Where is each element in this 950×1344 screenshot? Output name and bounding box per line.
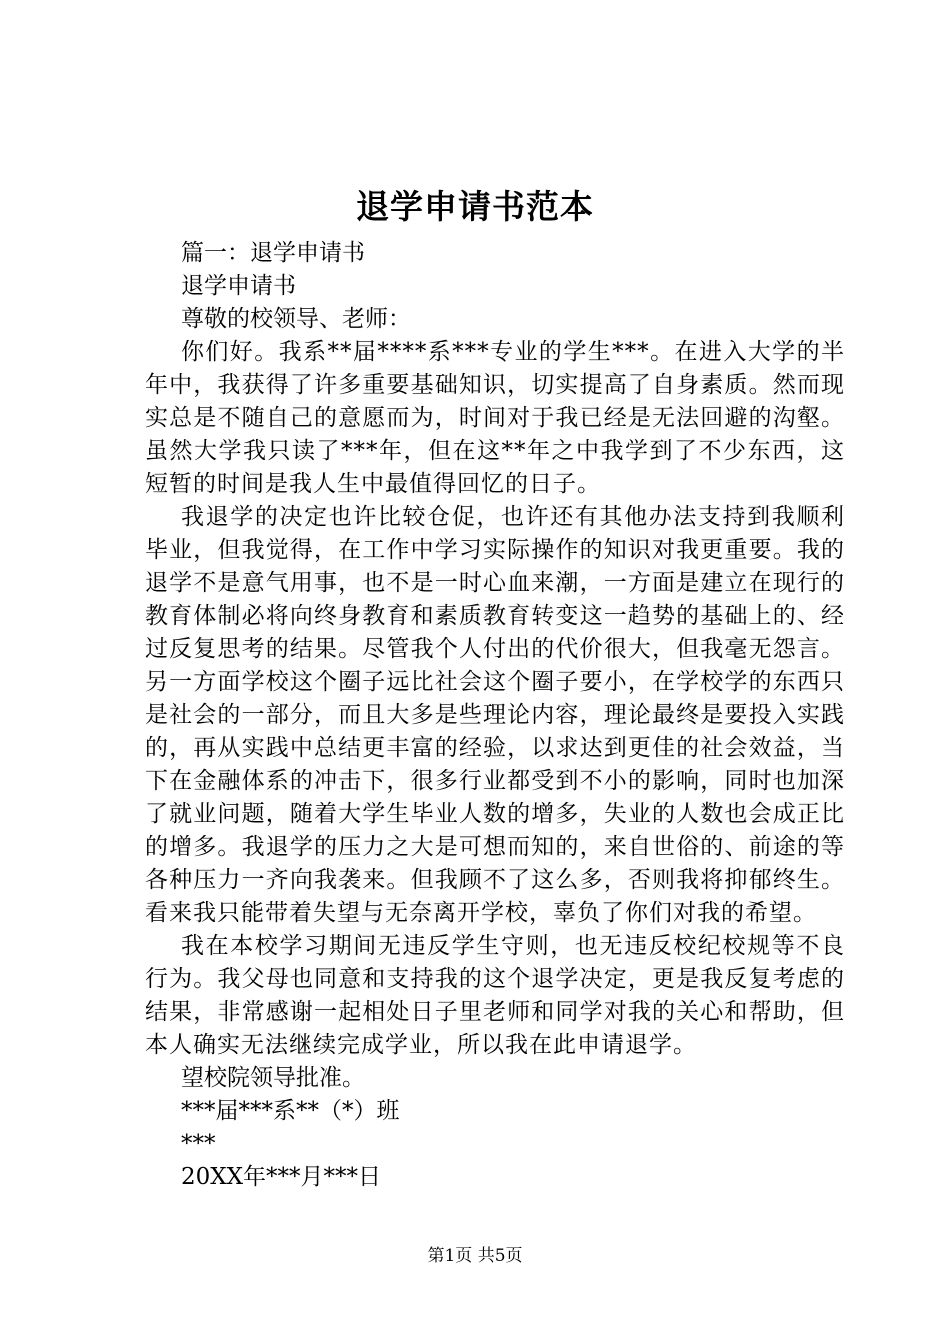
page-footer: 第1页 共5页: [427, 1246, 523, 1266]
letter-subtitle: 退学申请书: [181, 273, 296, 299]
body-paragraph-1: 你们好。我系**届****系***专业的学生***。在进入大学的半年中，我获得了许多重要基础知识，切实提高了自身素质。然而现实总是不随自己的意愿而为，时间对于我已经是无法回避的沟壑。虽然大学我只读了***年，但在这**年之中我学到了不少东西，这短暂的时间是我人生中最值得回忆的日子。: [145, 339, 845, 497]
signature: ***: [181, 1131, 216, 1157]
closing-line: 望校院领导批准。: [181, 1065, 365, 1091]
section-heading: 篇一：退学申请书: [181, 240, 365, 266]
body-paragraph-3: 我在本校学习期间无违反学生守则，也无违反校纪校规等不良行为。我父母也同意和支持我的这个退学决定，更是我反复考虑的结果，非常感谢一起相处日子里老师和同学对我的关心和帮助，但本人确实无法继续完成学业，所以我在此申请退学。: [145, 933, 845, 1058]
body-paragraph-2: 我退学的决定也许比较仓促，也许还有其他办法支持到我顺利毕业，但我觉得，在工作中学习实际操作的知识对我更重要。我的退学不是意气用事，也不是一时心血来潮，一方面是建立在现行的教育体制必将向终身教育和素质教育转变这一趋势的基础上的、经过反复思考的结果。尽管我个人付出的代价很大，但我毫无怨言。另一方面学校这个圈子远比社会这个圈子要小，在学校学的东西只是社会的一部分，而且大多是些理论内容，理论最终是要投入实践的，再从实践中总结更丰富的经验，以求达到更佳的社会效益，当下在金融体系的冲击下，很多行业都受到不小的影响，同时也加深了就业问题，随着大学生毕业人数的增多，失业的人数也会成正比的增多。我退学的压力之大是可想而知的，来自世俗的、前途的等各种压力一齐向我袭来。但我顾不了这么多，否则我将抑郁终生。看来我只能带着失望与无奈离开学校，辜负了你们对我的希望。: [145, 504, 845, 926]
date-line: 20XX年***月***日: [181, 1164, 382, 1190]
salutation: 尊敬的校领导、老师：: [181, 306, 411, 332]
document-body: [145, 237, 845, 1194]
class-line: ***届***系**（*）班: [181, 1098, 400, 1124]
document-title: 退学申请书范本: [356, 187, 594, 226]
